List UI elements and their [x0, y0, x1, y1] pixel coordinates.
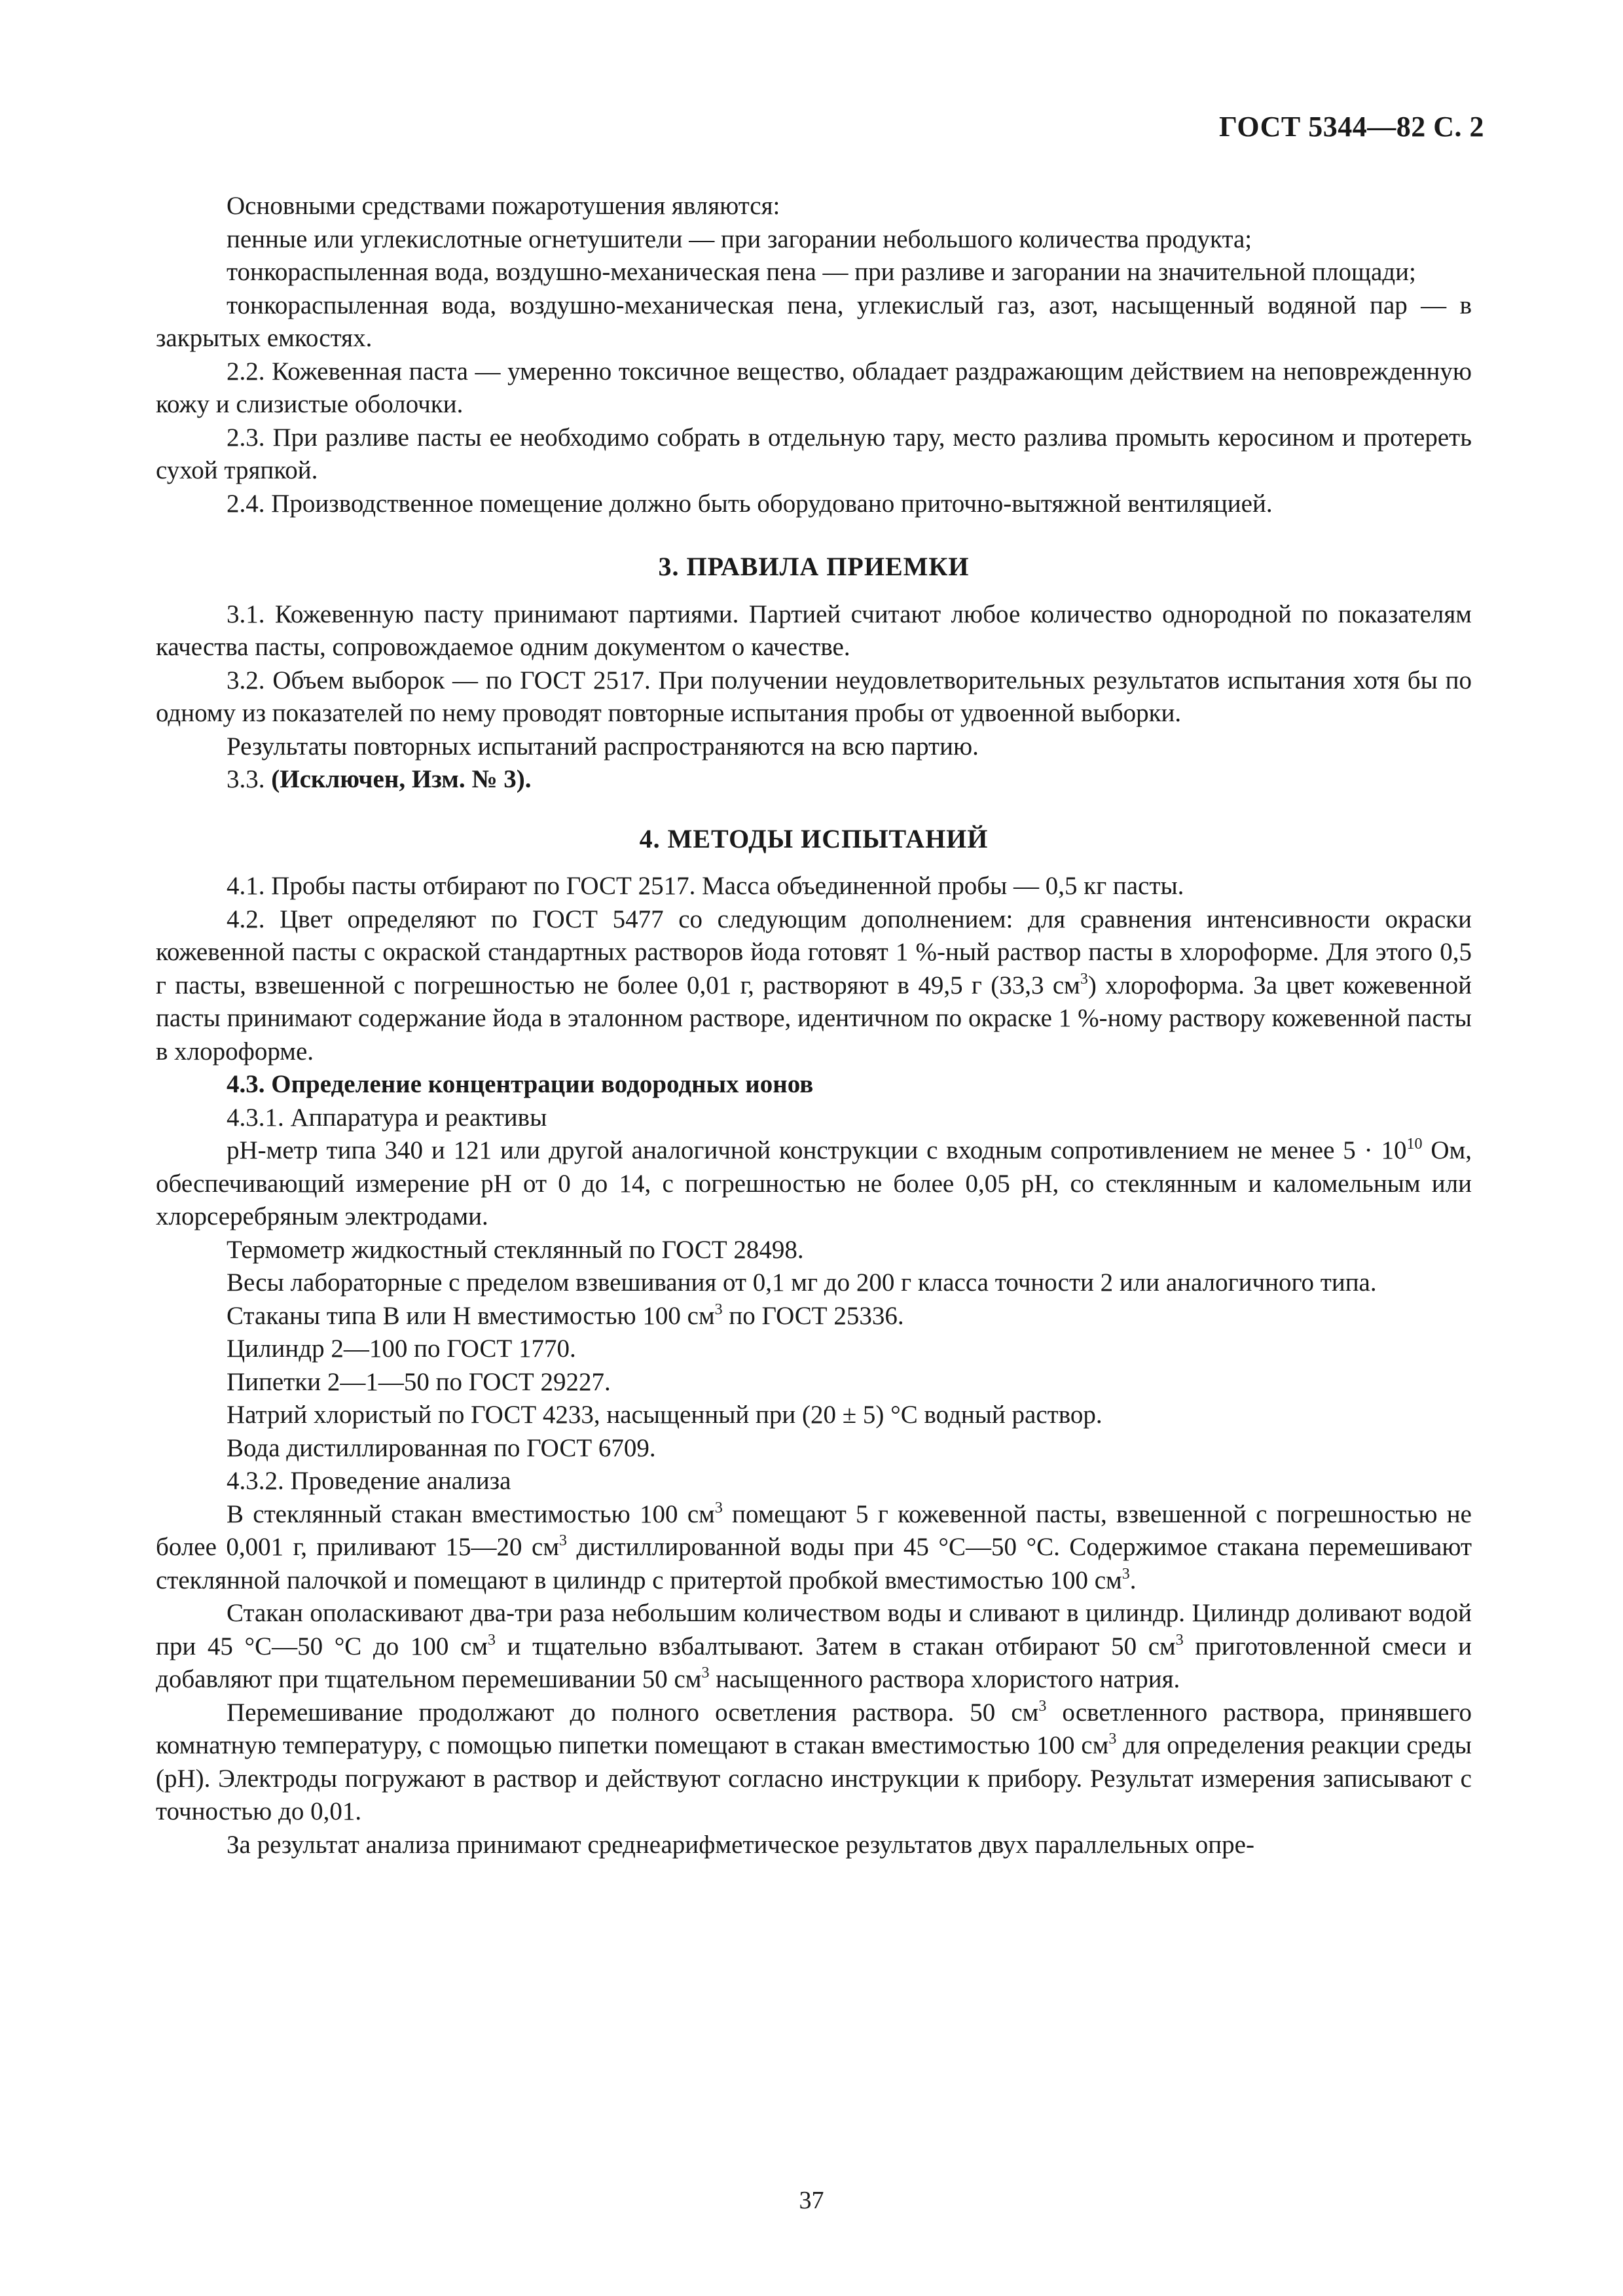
clause-2-4: 2.4. Производственное помещение должно быть оборудовано приточно-вытяжной вентиляцией. — [227, 489, 1273, 518]
superscript: 3 — [701, 1664, 710, 1681]
pipettes-item: Пипетки 2—1—50 по ГОСТ 29227. — [227, 1367, 611, 1396]
superscript: 3 — [1080, 970, 1088, 988]
beakers-text-a: Стаканы типа В или Н вместимостью 100 см — [227, 1301, 715, 1330]
clause-3-3-number: 3.3. — [227, 765, 265, 793]
clause-3-2-results: Результаты повторных испытаний распространяются на всю партию. — [227, 732, 979, 761]
beakers-text-b: по ГОСТ 25336. — [722, 1301, 904, 1330]
analysis-3-text-a: Перемешивание продолжают до полного осветления раствора. 50 см — [227, 1698, 1039, 1727]
ph-meter-item — [156, 1134, 1472, 1234]
document-body — [156, 190, 1472, 1861]
analysis-3-text-b: осветленного раствора, принявшего комнатную температуру, с помощью пипетки помещают в стакан вместимостью 100 см — [156, 1698, 1472, 1759]
analysis-paragraph-3 — [156, 1696, 1472, 1829]
superscript: 3 — [1122, 1565, 1130, 1583]
analysis-2-text-c: приготовленной смеси и добавляют при тщательном перемешивании 50 см — [156, 1632, 1472, 1693]
scales-item: Весы лабораторные с пределом взвешивания от 0,1 мг до 200 г класса точности 2 или аналогичного типа. — [227, 1268, 1377, 1297]
analysis-2-text-d: насыщенного раствора хлористого натрия. — [709, 1665, 1180, 1693]
clause-4-1: 4.1. Пробы пасты отбирают по ГОСТ 2517. Масса объединенной пробы — 0,5 кг пасты. — [227, 872, 1184, 900]
extinguishing-item-2: тонкораспыленная вода, воздушно-механическая пена — при разливе и загорании на значительной площади; — [227, 258, 1416, 286]
analysis-paragraph-1 — [156, 1498, 1472, 1598]
clause-4-3-heading: 4.3. Определение концентрации водородных ионов — [227, 1070, 814, 1098]
superscript: 3 — [488, 1631, 496, 1649]
superscript: 3 — [714, 1499, 723, 1516]
analysis-paragraph-2 — [156, 1597, 1472, 1696]
analysis-2-text-b: и тщательно взбалтывают. Затем в стакан отбирают 50 см — [496, 1632, 1176, 1660]
superscript: 3 — [559, 1532, 567, 1549]
clause-3-3-text: (Исключен, Изм. № 3). — [271, 765, 532, 793]
ph-meter-text-a: рН-метр типа 340 и 121 или другой аналогичной конструкции с входным сопротивлением не менее 5 · 10 — [227, 1136, 1407, 1164]
clause-4-2-text-b: ) хлороформа. За цвет кожевенной пасты принимают содержание йода в эталонном растворе, идентичном по окраске 1 %-ному раствору кожевенной пасты в хлороформе. — [156, 971, 1472, 1066]
analysis-1-text-b: помещают 5 г кожевенной пасты, взвешенной с погрешностью не более 0,001 г, приливают 15—20 см — [156, 1499, 1472, 1561]
section-4-heading: 4. МЕТОДЫ ИСПЫТАНИЙ — [639, 823, 989, 853]
clause-4-2 — [156, 903, 1472, 1069]
analysis-1-text-c: дистиллированной воды при 45 °С—50 °С. Содержимое стакана перемешивают стеклянной палочкой и помещают в цилиндр с притертой пробкой вместимостью 100 см — [156, 1533, 1472, 1594]
clause-3-3 — [156, 763, 1472, 797]
analysis-1-text-d: . — [1129, 1566, 1137, 1594]
superscript: 10 — [1406, 1136, 1423, 1153]
extinguishing-intro: Основными средствами пожаротушения являются: — [227, 192, 780, 220]
clause-2-2: 2.2. Кожевенная паста — умеренно токсичное вещество, обладает раздражающим действием на неповрежденную кожу и слизистые оболочки. — [156, 357, 1472, 418]
cylinder-item: Цилиндр 2—100 по ГОСТ 1770. — [227, 1335, 576, 1363]
ph-meter-text-b: Ом, обеспечивающий измерение рН от 0 до 14, с погрешностью не более 0,05 рН, со стеклянным и каломельным или хлорсеребряным электродами. — [156, 1136, 1472, 1230]
analysis-2-text-a: Стакан ополаскивают два-три раза небольшим количеством воды и сливают в цилиндр. Цилиндр доливают водой при 45 °С—50 °С до 100 см — [156, 1599, 1472, 1660]
clause-3-2: 3.2. Объем выборок — по ГОСТ 2517. При получении неудовлетворительных результатов испытания хотя бы по одному из показателей по нему проводят повторные испытания пробы от удвоенной выборки. — [156, 666, 1472, 727]
clause-4-3-1: 4.3.1. Аппаратура и реактивы — [227, 1103, 547, 1132]
clause-2-3: 2.3. При разливе пасты ее необходимо собрать в отдельную тару, место разлива промыть керосином и протереть сухой тряпкой. — [156, 423, 1472, 484]
section-3-heading: 3. ПРАВИЛА ПРИЕМКИ — [658, 552, 970, 581]
sodium-chloride-item: Натрий хлористый по ГОСТ 4233, насыщенный при (20 ± 5) °С водный раствор. — [227, 1401, 1103, 1429]
clause-3-1: 3.1. Кожевенную пасту принимают партиями. Партией считают любое количество однородной по показателям качества пасты, сопровождаемое одним документом о качестве. — [156, 600, 1472, 661]
analysis-paragraph-4: За результат анализа принимают среднеарифметическое результатов двух параллельных опре- — [227, 1830, 1254, 1859]
superscript: 3 — [1038, 1697, 1047, 1715]
superscript: 3 — [1175, 1631, 1184, 1649]
extinguishing-item-1: пенные или углекислотные огнетушители — при загорании небольшого количества продукта; — [227, 224, 1252, 253]
extinguishing-item-3: тонкораспыленная вода, воздушно-механическая пена, углекислый газ, азот, насыщенный водяной пар — в закрытых емкостях. — [156, 291, 1472, 352]
thermometer-item: Термометр жидкостный стеклянный по ГОСТ 28498. — [227, 1235, 804, 1264]
beakers-item — [156, 1300, 1472, 1333]
superscript: 3 — [1108, 1731, 1117, 1748]
page-number: 37 — [799, 2187, 824, 2214]
standard-header: ГОСТ 5344—82 С. 2 — [1218, 111, 1484, 143]
superscript: 3 — [714, 1300, 723, 1318]
clause-4-2-text-a: 4.2. Цвет определяют по ГОСТ 5477 со следующим дополнением: для сравнения интенсивности окраски кожевенной пасты с окраской стандартных растворов йода готовят 1 %-ный раствор пасты в хлороформе. Для этого 0,5 г пасты, взвешенной с погрешностью не более 0,01 г, растворяют в 49,5 г (33,3 см — [156, 905, 1472, 999]
analysis-1-text-a: В стеклянный стакан вместимостью 100 см — [227, 1499, 715, 1528]
clause-4-3-2: 4.3.2. Проведение анализа — [227, 1467, 511, 1495]
analysis-3-text-c: для определения реакции среды (рН). Электроды погружают в раствор и действуют согласно инструкции к прибору. Результат измерения записывают с точностью до 0,01. — [156, 1731, 1472, 1825]
distilled-water-item: Вода дистиллированная по ГОСТ 6709. — [227, 1433, 656, 1462]
